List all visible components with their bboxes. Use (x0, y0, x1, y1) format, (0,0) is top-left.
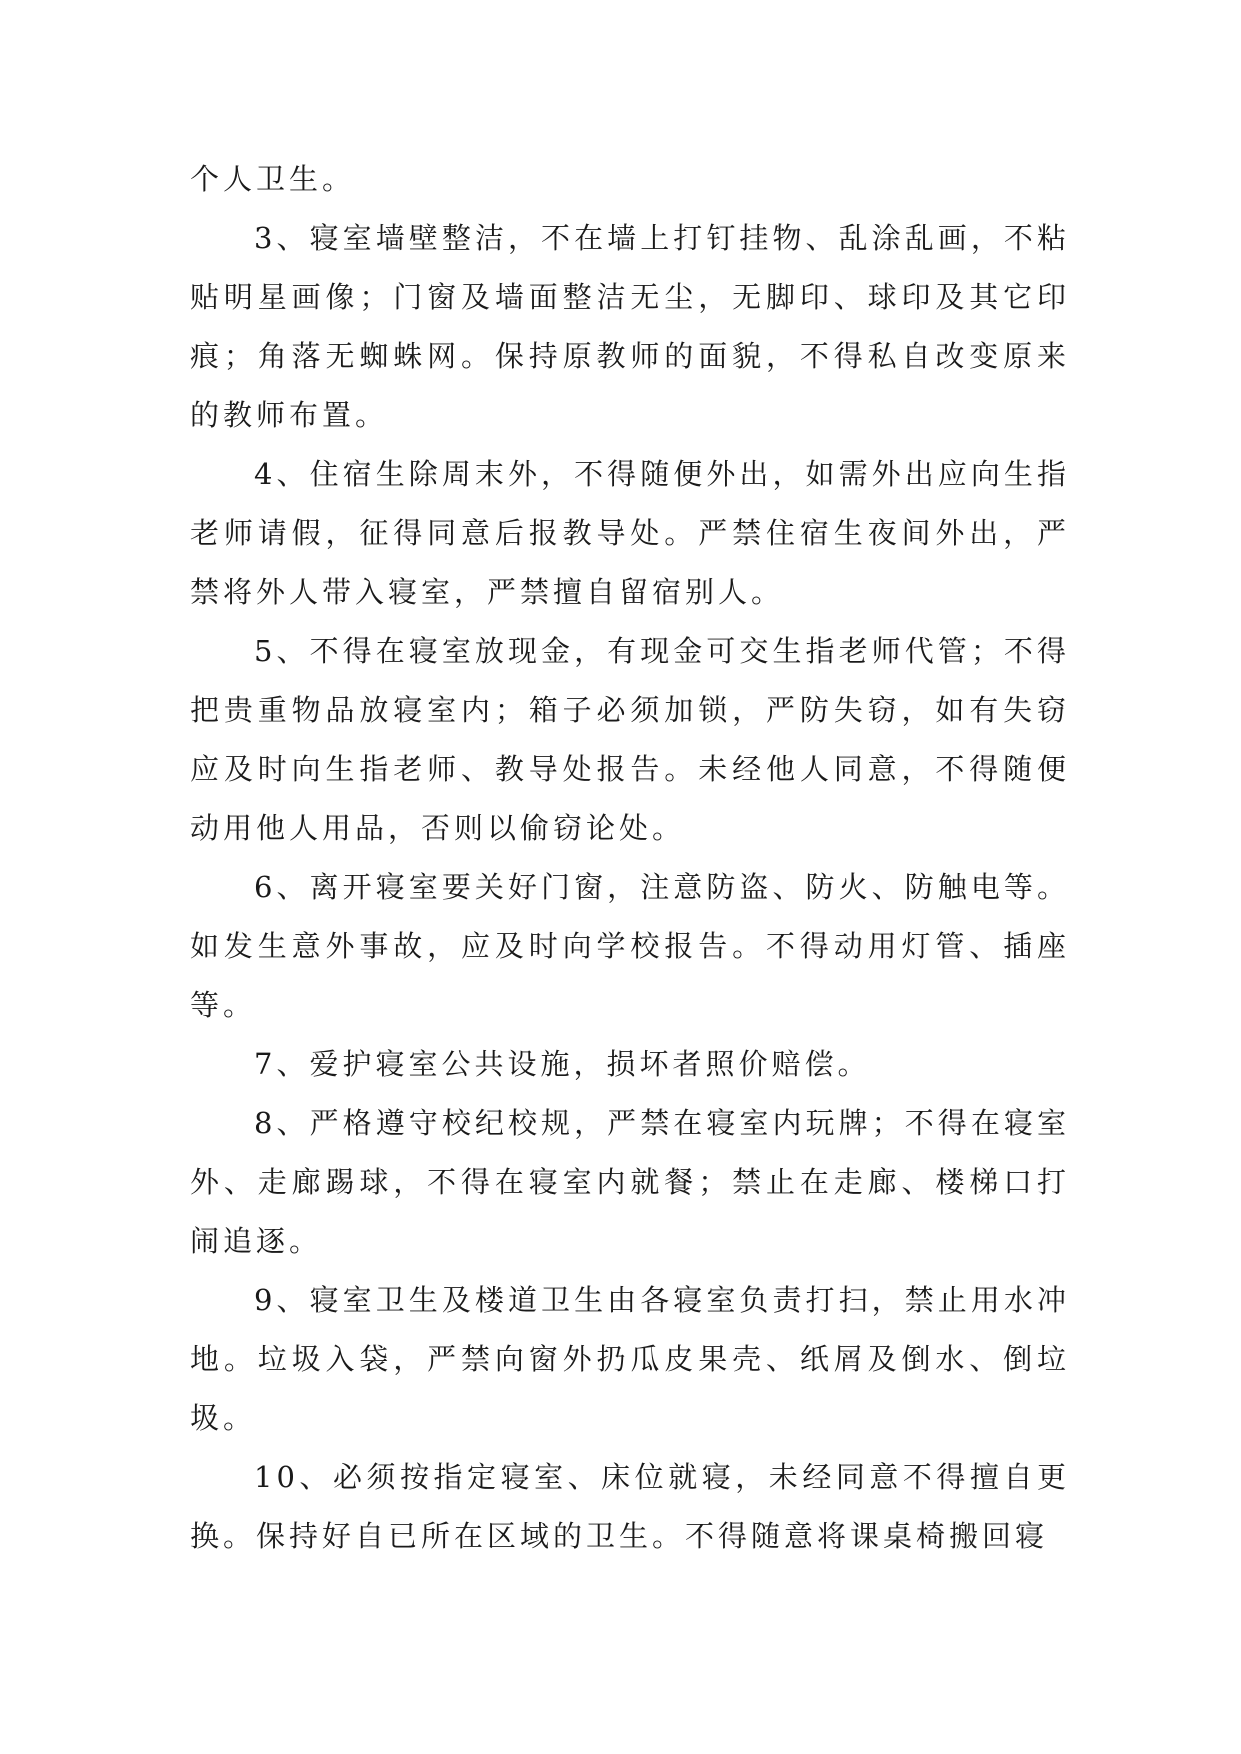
document-body (190, 150, 1070, 1566)
paragraph-rule-5: 5、不得在寝室放现金，有现金可交生指老师代管；不得把贵重物品放寝室内；箱子必须加锁，严防失窃，如有失窃应及时向生指老师、教导处报告。未经他人同意，不得随便动用他人用品，否则以偷窃论处。 (190, 634, 1070, 845)
paragraph-rule-9: 9、寝室卫生及楼道卫生由各寝室负责打扫，禁止用水冲地。垃圾入袋，严禁向窗外扔瓜皮果壳、纸屑及倒水、倒垃圾。 (190, 1283, 1070, 1435)
paragraph-rule-7: 7、爱护寝室公共设施，损坏者照价赔偿。 (254, 1047, 871, 1081)
paragraph-rule-8: 8、严格遵守校纪校规，严禁在寝室内玩牌；不得在寝室外、走廊踢球，不得在寝室内就餐；禁止在走廊、楼梯口打闹追逐。 (190, 1106, 1070, 1258)
paragraph-rule-4: 4、住宿生除周末外，不得随便外出，如需外出应向生指老师请假，征得同意后报教导处。严禁住宿生夜间外出，严禁将外人带入寝室，严禁擅自留宿别人。 (190, 457, 1070, 609)
paragraph-rule-6: 6、离开寝室要关好门窗，注意防盗、防火、防触电等。如发生意外事故，应及时向学校报告。不得动用灯管、插座等。 (190, 870, 1070, 1022)
paragraph-rule-3: 3、寝室墙壁整洁，不在墙上打钉挂物、乱涂乱画，不粘贴明星画像；门窗及墙面整洁无尘，无脚印、球印及其它印痕；角落无蜘蛛网。保持原教师的面貌，不得私自改变原来的教师布置。 (190, 221, 1070, 432)
paragraph-rule-10: 10、必须按指定寝室、床位就寝，未经同意不得擅自更换。保持好自已所在区域的卫生。不得随意将课桌椅搬回寝 (190, 1460, 1070, 1553)
paragraph-continuation: 个人卫生。 (190, 162, 356, 196)
